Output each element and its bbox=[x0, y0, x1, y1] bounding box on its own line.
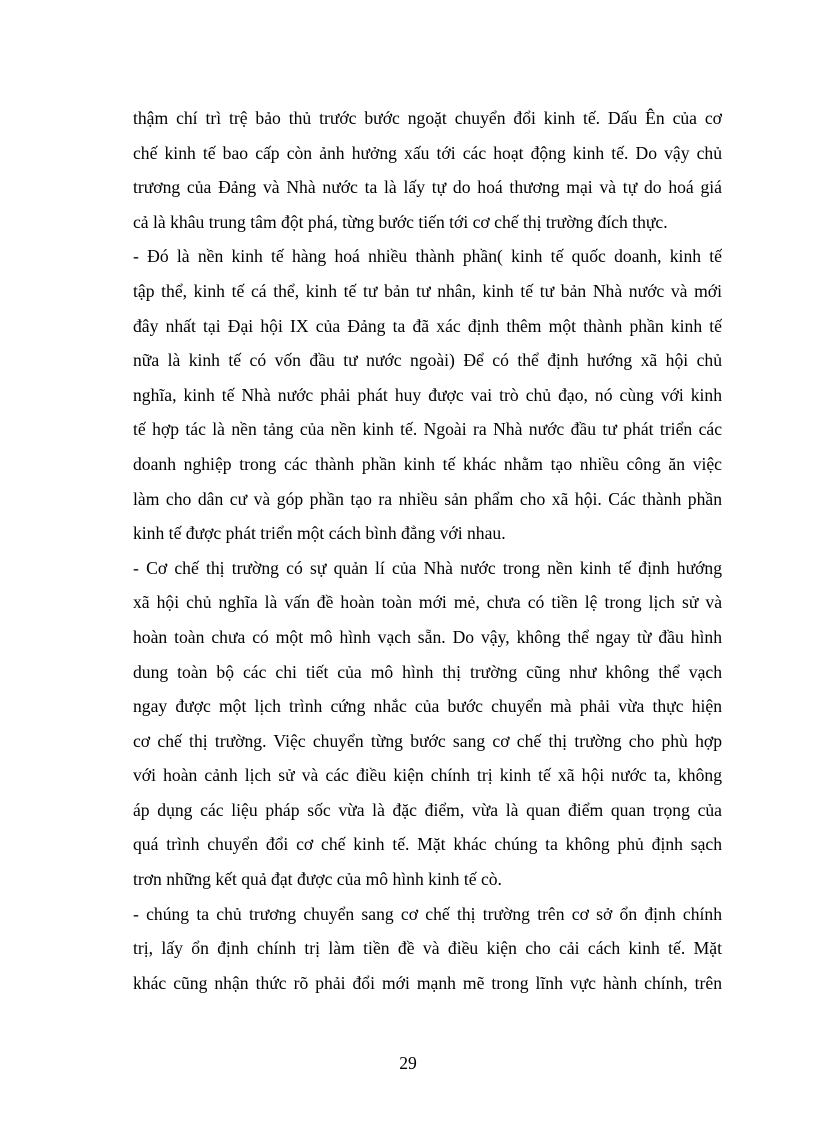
text-line: - Đó là nền kinh tế hàng hoá nhiều thành phần( kinh tế quốc doanh, kinh tế bbox=[133, 246, 722, 267]
text-line: với hoàn cảnh lịch sử và các điều kiện chính trị kinh tế xã hội nước ta, không bbox=[133, 765, 722, 786]
text-line: nghĩa, kinh tế Nhà nước phải phát huy được vai trò chủ đạo, nó cùng với kinh bbox=[133, 384, 722, 405]
text-line: cả là khâu trung tâm đột phá, từng bước tiến tới cơ chế thị trường đích thực. bbox=[133, 211, 668, 232]
text-line: dung toàn bộ các chi tiết của mô hình thị trường cũng như không thể vạch bbox=[133, 661, 722, 682]
text-line: làm cho dân cư và góp phần tạo ra nhiều sản phẩm cho xã hội. Các thành phần bbox=[133, 488, 722, 509]
text-line: trơn những kết quả đạt được của mô hình kinh tế cò. bbox=[133, 869, 502, 890]
text-line: khác cũng nhận thức rõ phải đổi mới mạnh mẽ trong lĩnh vực hành chính, trên bbox=[133, 972, 722, 993]
text-line: chế kinh tế bao cấp còn ảnh hưởng xấu tới các hoạt động kinh tế. Do vậy chủ bbox=[133, 142, 722, 163]
text-line: tế hợp tác là nền tảng của nền kinh tế. Ngoài ra Nhà nước đầu tư phát triển các bbox=[133, 419, 722, 440]
text-line: đây nhất tại Đại hội IX của Đảng ta đã xác định thêm một thành phần kinh tế bbox=[133, 315, 722, 336]
text-line: xã hội chủ nghĩa là vấn đề hoàn toàn mới mẻ, chưa có tiền lệ trong lịch sử và bbox=[133, 592, 722, 613]
text-line: trị, lấy ổn định chính trị làm tiền đề và điều kiện cho cải cách kinh tế. Mặt bbox=[133, 938, 722, 959]
text-line: cơ chế thị trường. Việc chuyển từng bước sang cơ chế thị trường cho phù hợp bbox=[133, 730, 722, 751]
text-line: ngay được một lịch trình cứng nhắc của bước chuyển mà phải vừa thực hiện bbox=[133, 696, 722, 717]
text-line: hoàn toàn chưa có một mô hình vạch sẵn. Do vậy, không thể ngay từ đầu hình bbox=[133, 626, 722, 647]
page-number: 29 bbox=[399, 1053, 417, 1073]
text-line: nữa là kinh tế có vốn đầu tư nước ngoài) Để có thể định hướng xã hội chủ bbox=[133, 350, 722, 371]
text-line: kinh tế được phát triển một cách bình đẳng với nhau. bbox=[133, 523, 506, 544]
text-line: áp dụng các liệu pháp sốc vừa là đặc điểm, vừa là quan điểm quan trọng của bbox=[133, 799, 722, 820]
text-line: tập thể, kinh tế cá thể, kinh tế tư bản tư nhân, kinh tế tư bản Nhà nước và mới bbox=[133, 280, 722, 301]
text-line: thậm chí trì trệ bảo thủ trước bước ngoặt chuyển đổi kinh tế. Dấu Ên của cơ bbox=[133, 108, 722, 128]
text-line: quá trình chuyển đổi cơ chế kinh tế. Mặt khác chúng ta không phủ định sạch bbox=[133, 834, 722, 855]
text-line: trương của Đảng và Nhà nước ta là lấy tự do hoá thương mại và tự do hoá giá bbox=[133, 177, 722, 198]
body-text bbox=[133, 101, 722, 1000]
text-line: - Cơ chế thị trường có sự quản lí của Nhà nước trong nền kinh tế định hướng bbox=[133, 557, 722, 578]
text-line: - chúng ta chủ trương chuyển sang cơ chế thị trường trên cơ sở ổn định chính bbox=[133, 903, 722, 924]
text-line: doanh nghiệp trong các thành phần kinh tế khác nhằm tạo nhiều công ăn việc bbox=[133, 453, 722, 474]
